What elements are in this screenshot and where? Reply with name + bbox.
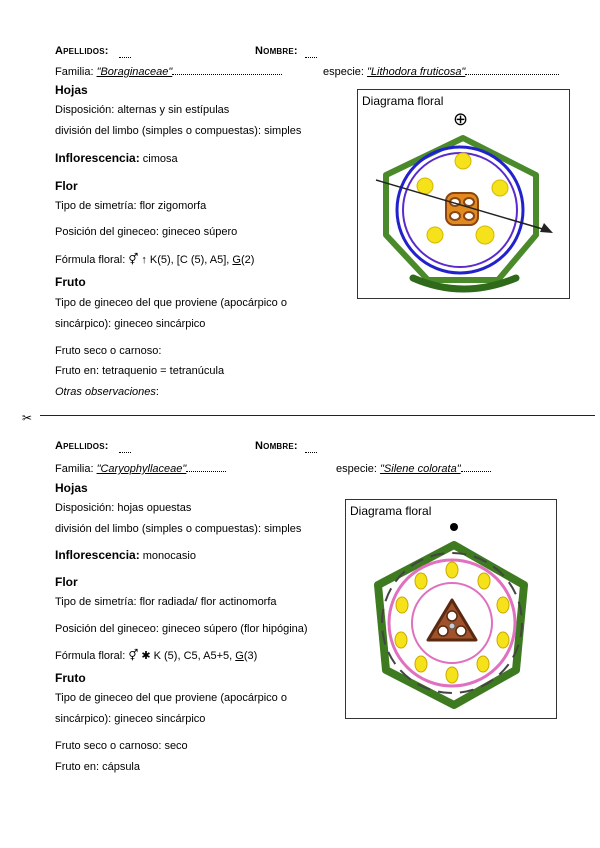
familia-row <box>55 461 226 475</box>
stamen <box>497 632 509 648</box>
inflorescencia-value: cimosa <box>139 153 178 165</box>
stamen <box>492 180 508 196</box>
stamen <box>427 227 443 243</box>
formula-suffix: (3) <box>243 650 258 662</box>
disposicion-text: Disposición: alternas y sin estípulas <box>55 104 230 116</box>
familia-value: "Boraginaceae" <box>96 66 173 78</box>
inflorescencia-value: monocasio <box>139 550 196 562</box>
simetria-text: Tipo de simetría: flor zigomorfa <box>55 200 207 212</box>
posicion-text: Posición del gineceo: gineceo súpero (flor hipógina) <box>55 623 308 635</box>
actinomorphic-symbol: ⊕ <box>453 109 469 129</box>
formula-g: G <box>232 254 241 266</box>
especie-dots <box>465 64 559 75</box>
formula-text <box>55 253 254 266</box>
posicion-text: Posición del gineceo: gineceo súpero <box>55 226 238 238</box>
nombre-label: Nombre: <box>255 440 298 452</box>
diagram-label: Diagrama floral <box>362 94 444 108</box>
inflorescencia-row <box>55 151 178 165</box>
inflorescencia-row <box>55 548 196 562</box>
locule <box>447 611 457 621</box>
diagram-label: Diagrama floral <box>350 504 432 518</box>
gineceo-line2: sincárpico): gineceo sincárpico <box>55 713 206 725</box>
nutlet <box>464 212 474 220</box>
axis-arrowhead <box>540 223 553 233</box>
floral-diagram-silene <box>345 499 557 719</box>
locule <box>438 626 448 636</box>
fruto-heading: Fruto <box>55 275 86 289</box>
hojas-heading: Hojas <box>55 481 88 495</box>
stamen <box>415 656 427 672</box>
otras-observaciones <box>55 386 159 398</box>
nombre-label: Nombre: <box>255 45 298 57</box>
gineceo-line2: sincárpico): gineceo sincárpico <box>55 318 206 330</box>
apellidos-field[interactable] <box>119 442 131 453</box>
seco-text: Fruto seco o carnoso: seco <box>55 740 188 752</box>
fruto-en-text: Fruto en: cápsula <box>55 761 140 773</box>
fruto-heading: Fruto <box>55 671 86 685</box>
especie-row <box>336 461 491 475</box>
especie-dots <box>461 461 491 472</box>
stamen <box>396 597 408 613</box>
formula-prefix: Fórmula floral: ⚥ ✱ K (5), C5, A5+5, <box>55 650 236 662</box>
stamen <box>395 632 407 648</box>
especie-value: "Silene colorata" <box>380 463 461 475</box>
floral-diagram-svg-1 <box>358 90 569 298</box>
familia-label: Familia: <box>55 66 97 78</box>
simetria-text: Tipo de simetría: flor radiada/ flor actinomorfa <box>55 596 277 608</box>
apellidos-label: Apellidos: <box>55 45 109 57</box>
division-text: división del limbo (simples o compuestas): simples <box>55 523 302 535</box>
disposicion-text: Disposición: hojas opuestas <box>55 502 192 514</box>
familia-row <box>55 64 282 78</box>
inflorescencia-label: Inflorescencia: <box>55 151 140 165</box>
apellidos-label: Apellidos: <box>55 440 109 452</box>
stamen <box>455 153 471 169</box>
placenta <box>449 623 455 629</box>
especie-label: especie: <box>336 463 381 475</box>
stamen <box>446 562 458 578</box>
familia-dots <box>186 461 226 472</box>
formula-text <box>55 649 257 662</box>
especie-row <box>323 64 559 78</box>
scissors-icon: ✂ <box>22 411 33 425</box>
formula-prefix: Fórmula floral: ⚥ ↑ K(5), [C (5), A5], <box>55 254 233 266</box>
cut-line <box>40 415 595 416</box>
gineceo-line1: Tipo de gineceo del que proviene (apocárpico o <box>55 297 287 309</box>
nutlet <box>464 198 474 206</box>
stamen <box>476 226 494 244</box>
flor-heading: Flor <box>55 575 78 589</box>
seco-text: Fruto seco o carnoso: <box>55 345 162 357</box>
familia-dots <box>172 64 282 75</box>
stamen <box>417 178 433 194</box>
locule <box>456 626 466 636</box>
stamen <box>497 597 509 613</box>
fruto-en-text: Fruto en: tetraquenio = tetranúcula <box>55 365 225 377</box>
nombre-field[interactable] <box>305 47 317 58</box>
formula-g: G <box>235 650 244 662</box>
gineceo-line1: Tipo de gineceo del que proviene (apocárpico o <box>55 692 287 704</box>
stamen <box>415 573 427 589</box>
familia-label: Familia: <box>55 463 97 475</box>
familia-value: "Caryophyllaceae" <box>96 463 187 475</box>
division-text: división del limbo (simples o compuestas): simples <box>55 125 302 137</box>
formula-suffix: (2) <box>240 254 255 266</box>
especie-label: especie: <box>323 66 368 78</box>
otras-label: Otras observaciones <box>55 386 156 398</box>
otras-colon: : <box>155 386 159 398</box>
stamen <box>478 573 490 589</box>
stamen <box>477 656 489 672</box>
floral-diagram-lithodora <box>357 89 570 299</box>
flor-heading: Flor <box>55 179 78 193</box>
stamen <box>446 667 458 683</box>
nombre-field[interactable] <box>305 442 317 453</box>
apellidos-field[interactable] <box>119 47 131 58</box>
floral-diagram-svg-2 <box>346 500 556 718</box>
axis-dot <box>450 523 458 531</box>
especie-value: "Lithodora fruticosa" <box>367 66 466 78</box>
inflorescencia-label: Inflorescencia: <box>55 548 140 562</box>
nutlet <box>450 212 460 220</box>
hojas-heading: Hojas <box>55 83 88 97</box>
